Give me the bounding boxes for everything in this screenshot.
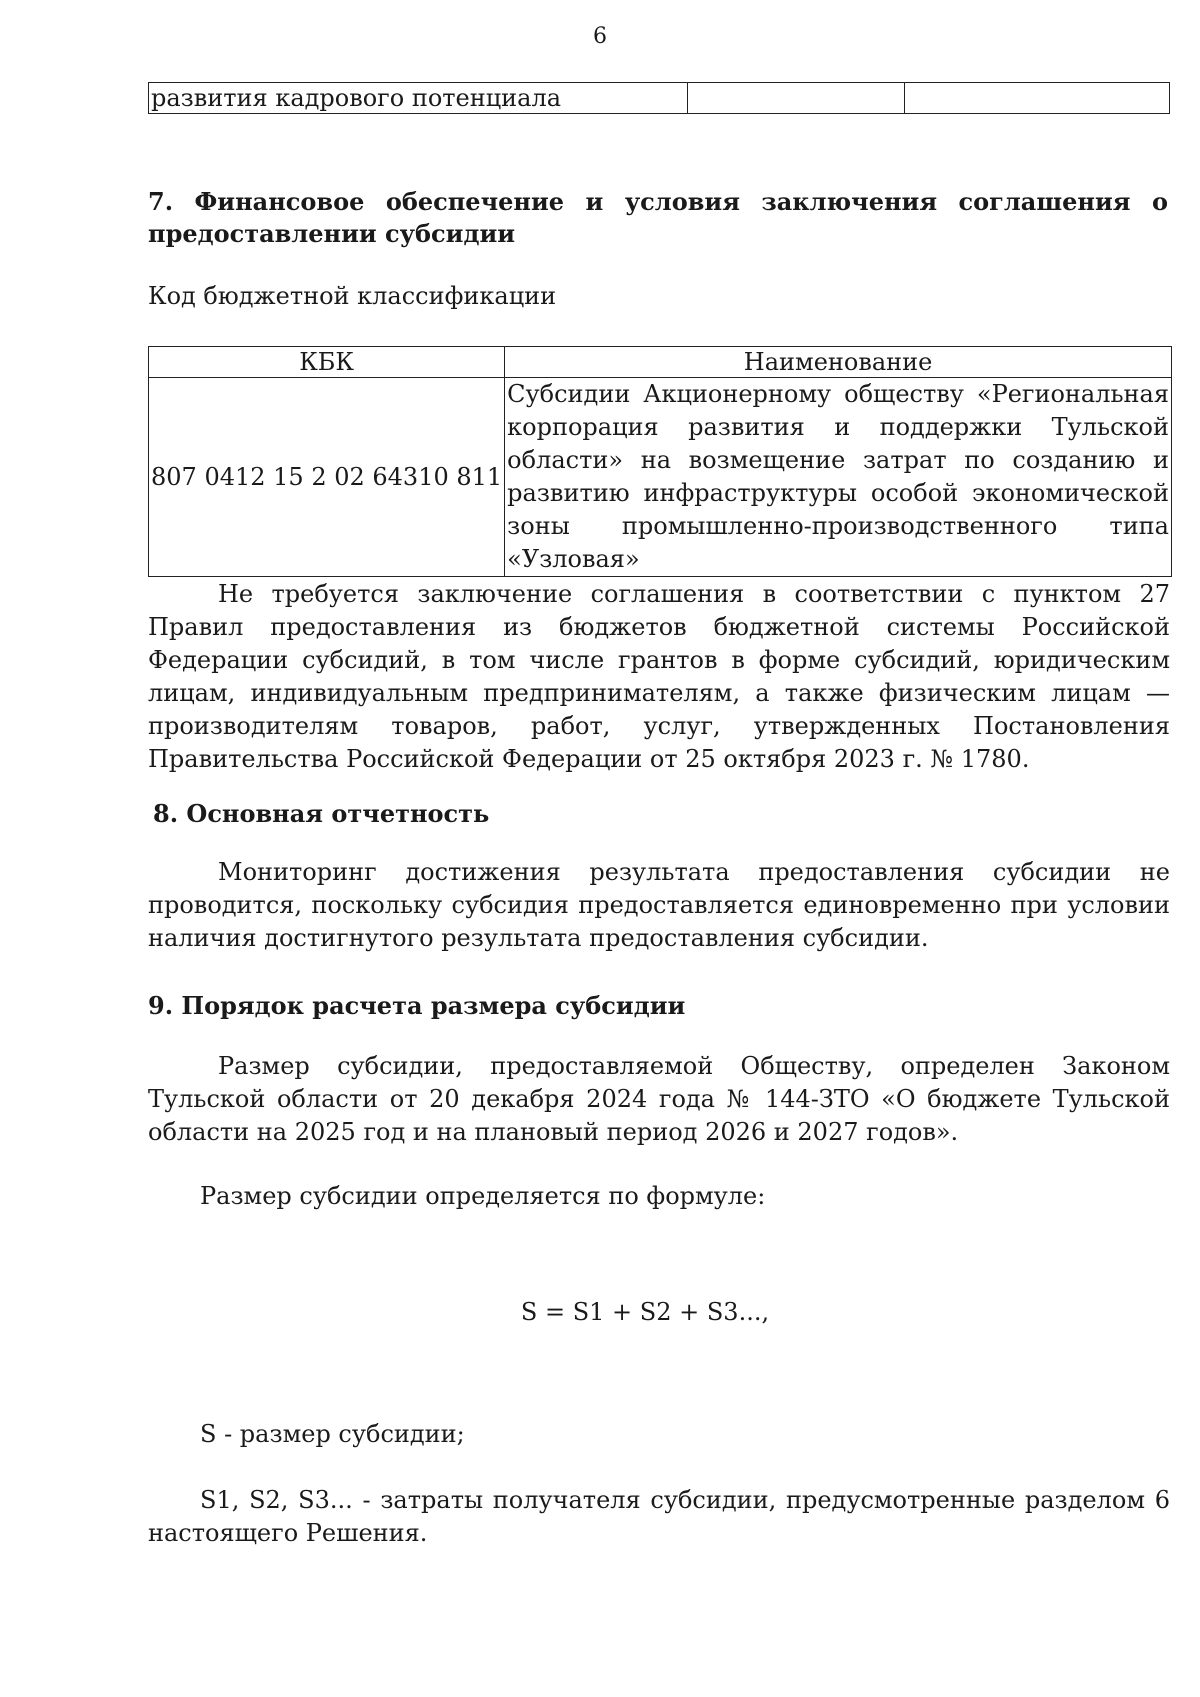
table-cell	[688, 83, 905, 114]
column-header-kbk: КБК	[149, 347, 505, 378]
section-8-paragraph: Мониторинг достижения результата предоставления субсидии не проводится, поскольку субсидия предоставляется единовременно при условии наличия достигнутого результата предоставления субсидии.	[148, 858, 1170, 952]
section-7-paragraph: Не требуется заключение соглашения в соответствии с пунктом 27 Правил предоставления из бюджетов бюджетной системы Российской Федерации субсидий, в том числе грантов в форме субсидий, юридическим лицам, индивидуальным предпринимателям, а также физическим лицам — производителям товаров, работ, услуг, утвержденных Постановления Правительства Российской Федерации от 25 октября 2023 г. № 1780.	[148, 580, 1170, 773]
kbk-caption: Код бюджетной классификации	[148, 282, 557, 310]
section-9-paragraph-1: Размер субсидии, предоставляемой Обществу, определен Законом Тульской области от 20 декабря 2024 года № 144-ЗТО «О бюджете Тульской области на 2025 год и на плановый период 2026 и 2027 годов».	[148, 1052, 1170, 1146]
section-9-paragraph-2: Размер субсидии определяется по формуле:	[200, 1182, 766, 1210]
section-8-heading: 8. Основная отчетность	[153, 799, 490, 828]
kbk-name-cell: Субсидии Акционерному обществу «Региональная корпорация развития и поддержки Тульской области» на возмещение затрат по созданию и развитию инфраструктуры особой экономической зоны промышленно-производственного типа «Узловая»	[505, 378, 1172, 577]
continued-table	[148, 82, 1170, 114]
section-7-heading-line-1: 7. Финансовое обеспечение и условия заключения соглашения о	[148, 187, 1168, 216]
section-9-heading: 9. Порядок расчета размера субсидии	[148, 991, 686, 1020]
page-number: 6	[593, 24, 607, 49]
kbk-table	[148, 346, 1172, 577]
section-7-heading-line-2: предоставлении субсидии	[148, 219, 516, 248]
table-cell: развития кадрового потенциала	[149, 83, 688, 114]
column-header-name: Наименование	[505, 347, 1172, 378]
formula-legend-components: S1, S2, S3... - затраты получателя субсидии, предусмотренные разделом 6 настоящего Решения.	[148, 1486, 1170, 1547]
formula-legend-s: S - размер субсидии;	[200, 1420, 465, 1448]
kbk-code-cell: 807 0412 15 2 02 64310 811	[149, 378, 505, 577]
section-7-heading	[148, 186, 1168, 250]
table-cell	[905, 83, 1170, 114]
table-header-row	[149, 347, 1172, 378]
subsidy-formula: S = S1 + S2 + S3...,	[520, 1298, 770, 1326]
table-row	[149, 378, 1172, 577]
table-row	[149, 83, 1170, 114]
